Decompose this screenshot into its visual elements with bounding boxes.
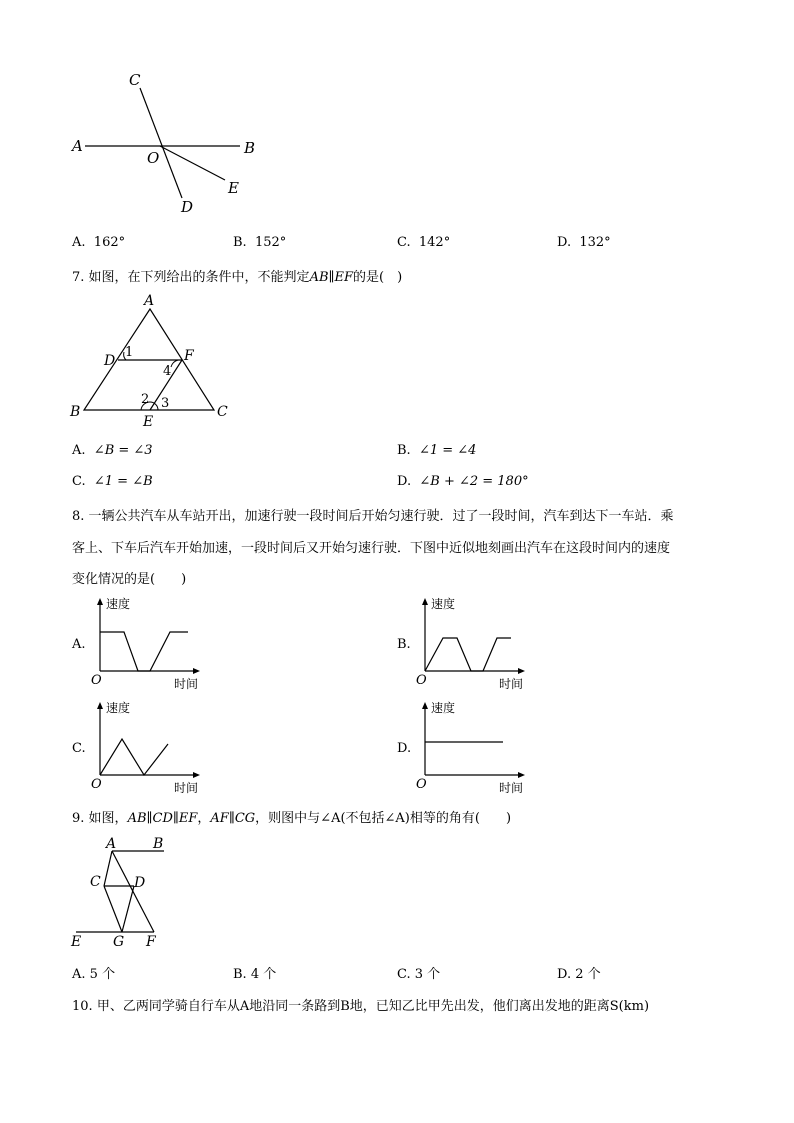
option-text: 4 个 (250, 967, 277, 982)
option-letter: B. (397, 443, 411, 458)
angle-3-label: 3 (161, 396, 170, 411)
q9-option-d (557, 963, 601, 982)
figure-q6 (60, 60, 280, 220)
question-number: 9. (72, 811, 85, 826)
question-8-line-1 (72, 505, 674, 524)
question-10 (72, 995, 649, 1014)
angle-4-label: 4 (163, 364, 172, 379)
option-letter: D. (557, 235, 572, 250)
x-axis-label: 时间 (174, 677, 199, 691)
point-A: A (144, 293, 155, 309)
angle-1-label: 1 (125, 345, 134, 360)
option-text: 162° (93, 235, 126, 250)
math-expression: AF∥CG (210, 811, 256, 826)
q9-option-b (233, 963, 276, 982)
math-expression: AB∥EF (309, 270, 354, 285)
q6-option-d (557, 235, 611, 250)
question-text: 的是( ) (353, 270, 403, 285)
option-text: 132° (579, 235, 611, 250)
y-axis-label: 速度 (431, 701, 456, 715)
point-D: D (134, 875, 146, 891)
q7-option-c (72, 474, 153, 489)
y-axis-label: 速度 (106, 701, 131, 715)
question-text: 客上、下车后汽车开始加速，一段时间后又开始匀速行驶．下图中近似地刻画出汽车在这段时间内的速度 (72, 541, 671, 556)
option-letter: B. (233, 967, 247, 982)
origin-label: O (91, 777, 102, 792)
option-letter: D. (557, 967, 572, 982)
option-text: 142° (418, 235, 451, 250)
q9-option-c (397, 963, 440, 982)
option-letter: B. (233, 235, 247, 250)
point-F: F (146, 934, 156, 950)
option-text: ∠1 = ∠B (93, 474, 153, 489)
question-8-line-3 (72, 568, 186, 587)
option-letter: C. (397, 235, 411, 250)
graph-b (413, 596, 538, 692)
x-axis-label: 时间 (174, 781, 199, 795)
point-E: E (228, 179, 239, 197)
point-F: F (184, 348, 194, 364)
q7-option-b (397, 443, 476, 458)
point-A: A (72, 137, 83, 155)
question-number: 7. (72, 270, 85, 285)
point-C: C (217, 404, 228, 420)
graph-a-letter: A. (72, 637, 86, 652)
option-text: ∠B + ∠2 = 180° (419, 474, 529, 489)
q7-option-a (72, 443, 153, 458)
point-G: G (113, 934, 125, 950)
y-axis-label: 速度 (106, 597, 131, 611)
graph-c-letter: C. (72, 741, 86, 756)
option-text: 2 个 (575, 967, 601, 982)
x-axis-label: 时间 (499, 677, 524, 691)
question-9 (72, 807, 511, 826)
option-letter: C. (72, 474, 86, 489)
q7-option-d (397, 474, 529, 489)
figure-q7 (66, 290, 246, 430)
graph-a (88, 596, 213, 692)
origin-label: O (91, 673, 102, 688)
option-letter: D. (397, 474, 412, 489)
point-B: B (153, 836, 164, 852)
graph-d-letter: D. (397, 741, 412, 756)
option-text: 5 个 (89, 967, 116, 982)
q6-option-b (233, 235, 286, 250)
option-letter: C. (397, 967, 411, 982)
option-text: ∠B = ∠3 (93, 443, 153, 458)
point-C: C (90, 874, 101, 890)
graph-d (413, 700, 538, 796)
question-number: 10. (72, 999, 93, 1014)
option-letter: A. (72, 443, 86, 458)
y-axis-label: 速度 (431, 597, 456, 611)
math-expression: AB∥CD∥EF (127, 811, 198, 826)
point-D: D (104, 353, 116, 369)
point-E: E (71, 934, 82, 950)
question-text: 如图，在下列给出的条件中，不能判定 (88, 270, 310, 285)
graph-c (88, 700, 213, 796)
point-A: A (106, 836, 117, 852)
origin-label: O (416, 673, 427, 688)
question-text: 如图， (88, 811, 128, 826)
question-text: 甲、乙两同学骑自行车从A地沿同一条路到B地，已知乙比甲先出发，他们离出发地的距离S(km) (96, 999, 650, 1014)
option-text: ∠1 = ∠4 (418, 443, 477, 458)
option-text: 152° (254, 235, 287, 250)
question-text: 变化情况的是( ) (72, 572, 187, 587)
point-D: D (181, 198, 194, 216)
question-text: ，则图中与∠A(不包括∠A)相等的角有( ) (255, 811, 512, 826)
q6-option-c (397, 235, 450, 250)
question-text: 一辆公共汽车从车站开出，加速行驶一段时间后开始匀速行驶．过了一段时间，汽车到达下一车站．乘 (88, 509, 674, 524)
point-E: E (143, 414, 154, 430)
graph-b-letter: B. (397, 637, 411, 652)
q6-option-a (72, 235, 125, 250)
point-B: B (70, 404, 81, 420)
separator: ， (197, 811, 211, 826)
question-8-line-2 (72, 537, 670, 556)
point-O: O (147, 149, 160, 167)
point-B: B (244, 139, 256, 157)
option-text: 3 个 (414, 967, 441, 982)
q9-option-a (72, 963, 115, 982)
option-letter: A. (72, 967, 86, 982)
figure-q9 (66, 830, 186, 952)
x-axis-label: 时间 (499, 781, 524, 795)
angle-2-label: 2 (141, 392, 150, 407)
point-C: C (129, 71, 141, 89)
option-letter: A. (72, 235, 86, 250)
question-number: 8. (72, 509, 85, 524)
origin-label: O (416, 777, 427, 792)
question-7 (72, 266, 402, 285)
